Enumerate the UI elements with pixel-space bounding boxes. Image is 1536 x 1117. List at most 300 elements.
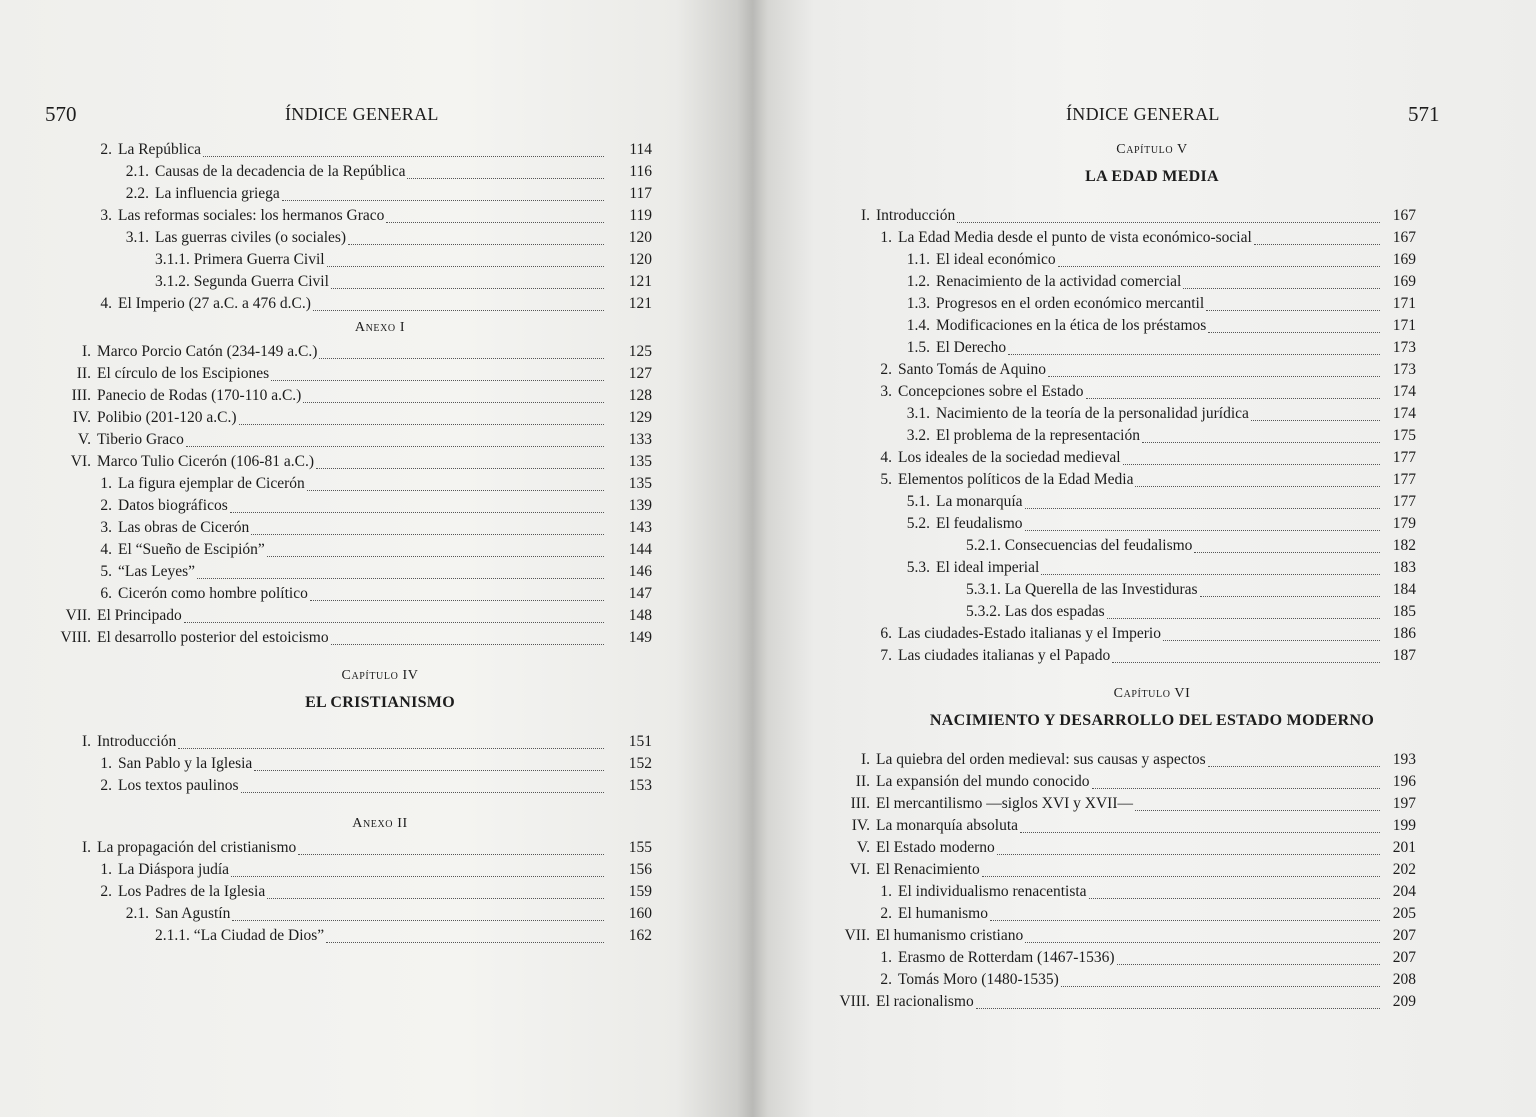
entry-page: 119 <box>629 207 652 224</box>
toc-entry <box>0 753 760 775</box>
entry-text: Progresos en el orden económico mercantil <box>936 295 1205 312</box>
entry-page: 171 <box>1392 295 1416 312</box>
toc-entry <box>768 645 1536 667</box>
chapter-title: NACIMIENTO Y DESARROLLO DEL ESTADO MODERNO <box>929 712 1375 729</box>
entry-text: Renacimiento de la actividad comercial <box>936 273 1182 290</box>
entry-text: Los ideales de la sociedad medieval <box>898 449 1121 466</box>
toc-entry <box>768 881 1536 903</box>
entry-page: 144 <box>628 541 652 558</box>
dot-leader <box>1251 420 1380 421</box>
entry-number: II. <box>855 773 870 790</box>
entry-number: 3.1. <box>906 405 930 422</box>
dot-leader <box>1208 766 1380 767</box>
entry-number: 1.5. <box>906 339 930 356</box>
dot-leader <box>298 854 604 855</box>
entry-text: El círculo de los Escipiones <box>97 365 270 382</box>
toc-entry <box>0 561 760 583</box>
entry-number: VIII. <box>60 629 91 646</box>
toc-entry <box>768 925 1536 947</box>
spacer <box>768 735 1536 749</box>
entry-title <box>97 407 604 429</box>
entry-title <box>936 315 1380 337</box>
entry-number: 7. <box>880 647 892 664</box>
entry-text: Las ciudades-Estado italianas y el Imperio <box>898 625 1161 642</box>
entry-title <box>118 205 604 227</box>
toc-entry <box>0 473 760 495</box>
entry-number: 4. <box>100 295 112 312</box>
entry-number: 2. <box>100 497 112 514</box>
toc-entry <box>768 749 1536 771</box>
entry-text: La Diáspora judía <box>118 861 230 878</box>
entry-title <box>118 561 604 583</box>
dot-leader <box>241 792 604 793</box>
entry-page: 175 <box>1392 427 1416 444</box>
entry-number: 5. <box>100 563 112 580</box>
toc-entry <box>768 513 1536 535</box>
toc-entry <box>768 447 1536 469</box>
entry-title <box>876 925 1380 947</box>
entry-title <box>936 293 1380 315</box>
entry-number: 2. <box>880 361 892 378</box>
entry-number: IV. <box>851 817 870 834</box>
entry-title <box>118 495 604 517</box>
entry-number: 3.1. <box>125 229 149 246</box>
entry-page: 174 <box>1392 405 1416 422</box>
toc-entry <box>0 859 760 881</box>
table-of-contents <box>768 137 1536 1013</box>
entry-number: 2.2. <box>125 185 149 202</box>
entry-page: 201 <box>1392 839 1416 856</box>
dot-leader <box>232 920 604 921</box>
entry-number: III. <box>71 387 91 404</box>
entry-title <box>118 859 604 881</box>
entry-text: La República <box>118 141 202 158</box>
dot-leader <box>1183 288 1380 289</box>
entry-title <box>898 359 1380 381</box>
spacer <box>768 667 1536 681</box>
entry-text: La influencia griega <box>155 185 280 202</box>
toc-entry <box>0 881 760 903</box>
entry-number: 2.1. <box>125 905 149 922</box>
spacer <box>0 649 760 663</box>
entry-number: 1.3. <box>906 295 930 312</box>
entry-number: 2.1. <box>125 163 149 180</box>
entry-text: El “Sueño de Escipión” <box>118 541 265 558</box>
toc-entry <box>768 601 1536 623</box>
entry-number: 1. <box>100 755 112 772</box>
entry-number: II. <box>76 365 91 382</box>
entry-page: 207 <box>1392 927 1416 944</box>
entry-number: 3. <box>880 383 892 400</box>
toc-entry <box>0 583 760 605</box>
entry-number: 6. <box>100 585 112 602</box>
entry-number: 5.1. <box>906 493 930 510</box>
entry-page: 173 <box>1392 361 1416 378</box>
toc-entry <box>0 385 760 407</box>
entry-title <box>118 293 604 315</box>
entry-page: 185 <box>1392 603 1416 620</box>
entry-title <box>155 227 604 249</box>
entry-page: 183 <box>1392 559 1416 576</box>
entry-number: 3. <box>100 207 112 224</box>
entry-text: El desarrollo posterior del estoicismo <box>97 629 329 646</box>
entry-text: El racionalismo <box>876 993 974 1010</box>
toc-entry <box>0 249 760 271</box>
entry-page: 167 <box>1392 207 1416 224</box>
entry-title <box>966 601 1380 623</box>
dot-leader <box>1135 810 1380 811</box>
entry-text: La Edad Media desde el punto de vista económico-social <box>898 229 1252 246</box>
entry-page: 129 <box>628 409 652 426</box>
entry-title <box>936 425 1380 447</box>
entry-title <box>936 557 1380 579</box>
entry-number: 2. <box>100 883 112 900</box>
entry-number: 1.1. <box>906 251 930 268</box>
dot-leader <box>1048 376 1380 377</box>
entry-title <box>898 623 1380 645</box>
left-page <box>0 0 760 1117</box>
entry-title <box>876 991 1380 1013</box>
entry-text: El mercantilismo —siglos XVI y XVII— <box>876 795 1134 812</box>
running-head: ÍNDICE GENERAL <box>1066 104 1220 124</box>
toc-entry <box>0 293 760 315</box>
toc-entry <box>0 341 760 363</box>
toc-entry <box>0 731 760 753</box>
toc-entry <box>0 407 760 429</box>
dot-leader <box>1025 530 1380 531</box>
toc-entry <box>768 793 1536 815</box>
entry-page: 174 <box>1392 383 1416 400</box>
entry-page: 169 <box>1392 273 1416 290</box>
entry-title <box>155 161 604 183</box>
entry-number: 5.2. <box>906 515 930 532</box>
entry-number: VI. <box>70 453 91 470</box>
entry-page: 184 <box>1392 581 1416 598</box>
running-head: ÍNDICE GENERAL <box>285 104 439 124</box>
entry-page: 179 <box>1392 515 1416 532</box>
entry-title <box>898 881 1380 903</box>
dot-leader <box>327 266 604 267</box>
entry-number: 4. <box>880 449 892 466</box>
entry-page: 125 <box>628 343 652 360</box>
entry-title <box>936 491 1380 513</box>
entry-text: El Derecho <box>936 339 1007 356</box>
entry-number: 1. <box>100 475 112 492</box>
toc-entry <box>0 539 760 561</box>
entry-text: Marco Tulio Cicerón (106-81 a.C.) <box>97 453 314 470</box>
toc-entry <box>768 425 1536 447</box>
dot-leader <box>348 244 604 245</box>
entry-title <box>898 969 1380 991</box>
toc-entry <box>768 293 1536 315</box>
dot-leader <box>957 222 1380 223</box>
dot-leader <box>231 876 604 877</box>
toc-entry <box>0 183 760 205</box>
entry-page: 204 <box>1392 883 1416 900</box>
entry-title <box>898 227 1380 249</box>
entry-text: El problema de la representación <box>936 427 1140 444</box>
entry-page: 209 <box>1392 993 1416 1010</box>
entry-text: 5.3.1. La Querella de las Investiduras <box>966 581 1198 598</box>
entry-text: La monarquía <box>936 493 1023 510</box>
entry-page: 135 <box>628 475 652 492</box>
entry-text: Elementos políticos de la Edad Media <box>898 471 1134 488</box>
entry-page: 149 <box>628 629 652 646</box>
entry-page: 121 <box>628 273 652 290</box>
dot-leader <box>230 512 604 513</box>
dot-leader <box>1058 266 1380 267</box>
entry-page: 177 <box>1392 471 1416 488</box>
entry-text: Introducción <box>876 207 956 224</box>
entry-text: La expansión del mundo conocido <box>876 773 1090 790</box>
entry-text: Las reformas sociales: los hermanos Graco <box>118 207 385 224</box>
dot-leader <box>1254 244 1380 245</box>
page-number: 571 <box>1408 102 1440 126</box>
entry-title <box>97 385 604 407</box>
entry-page: 121 <box>628 295 652 312</box>
entry-page: 173 <box>1392 339 1416 356</box>
dot-leader <box>331 644 604 645</box>
table-of-contents <box>0 139 760 947</box>
entry-page: 177 <box>1392 449 1416 466</box>
toc-entry <box>768 381 1536 403</box>
chapter-title: EL CRISTIANISMO <box>305 694 455 711</box>
entry-title <box>936 403 1380 425</box>
dot-leader <box>1025 508 1380 509</box>
entry-text: Nacimiento de la teoría de la personalidad jurídica <box>936 405 1249 422</box>
entry-page: 135 <box>628 453 652 470</box>
entry-text: 5.2.1. Consecuencias del feudalismo <box>966 537 1193 554</box>
entry-text: Las guerras civiles (o sociales) <box>155 229 347 246</box>
dot-leader <box>326 942 604 943</box>
entry-text: Tiberio Graco <box>97 431 184 448</box>
entry-text: El ideal económico <box>936 251 1056 268</box>
entry-page: 197 <box>1392 795 1416 812</box>
entry-title <box>97 837 604 859</box>
toc-entry <box>768 535 1536 557</box>
entry-title <box>155 183 604 205</box>
entry-title <box>876 749 1380 771</box>
entry-text: Concepciones sobre el Estado <box>898 383 1084 400</box>
entry-number: 6. <box>880 625 892 642</box>
entry-text: San Agustín <box>155 905 231 922</box>
dot-leader <box>386 222 604 223</box>
entry-page: 153 <box>628 777 652 794</box>
entry-page: 148 <box>628 607 652 624</box>
entry-page: 146 <box>628 563 652 580</box>
entry-title <box>118 517 604 539</box>
entry-title <box>97 605 604 627</box>
entry-text: El feudalismo <box>936 515 1023 532</box>
dot-leader <box>186 446 604 447</box>
entry-page: 147 <box>628 585 652 602</box>
dot-leader <box>1086 398 1380 399</box>
toc-entry <box>0 925 760 947</box>
entry-text: Datos biográficos <box>118 497 228 514</box>
entry-title <box>876 793 1380 815</box>
entry-number: 5.3. <box>906 559 930 576</box>
right-page <box>768 0 1536 1117</box>
dot-leader <box>282 200 604 201</box>
dot-leader <box>1092 788 1380 789</box>
entry-text: Los Padres de la Iglesia <box>118 883 266 900</box>
entry-title <box>118 753 604 775</box>
entry-text: Erasmo de Rotterdam (1467-1536) <box>898 949 1115 966</box>
entry-page: 156 <box>628 861 652 878</box>
entry-page: 182 <box>1392 537 1416 554</box>
entry-text: Las ciudades italianas y el Papado <box>898 647 1111 664</box>
toc-entry <box>768 837 1536 859</box>
spacer <box>768 191 1536 205</box>
entry-number: I. <box>81 733 91 750</box>
entry-title <box>876 815 1380 837</box>
toc-entry <box>768 947 1536 969</box>
entry-page: 114 <box>629 141 652 158</box>
toc-entry <box>0 495 760 517</box>
toc-entry <box>0 363 760 385</box>
entry-page: 202 <box>1392 861 1416 878</box>
dot-leader <box>997 854 1380 855</box>
entry-page: 208 <box>1392 971 1416 988</box>
entry-page: 160 <box>628 905 652 922</box>
toc-entry <box>768 579 1536 601</box>
toc-entry <box>768 859 1536 881</box>
dot-leader <box>313 310 604 311</box>
entry-text: Panecio de Rodas (170-110 a.C.) <box>97 387 302 404</box>
entry-number: 2. <box>880 905 892 922</box>
entry-page: 159 <box>628 883 652 900</box>
entry-text: 5.3.2. Las dos espadas <box>966 603 1105 620</box>
entry-text: La figura ejemplar de Cicerón <box>118 475 305 492</box>
dot-leader <box>271 380 604 381</box>
entry-number: 1.4. <box>906 317 930 334</box>
entry-title <box>876 771 1380 793</box>
toc-entry <box>768 771 1536 793</box>
entry-title <box>966 579 1380 601</box>
dot-leader <box>990 920 1380 921</box>
entry-title <box>155 271 604 293</box>
entry-title <box>118 473 604 495</box>
entry-page: 205 <box>1392 905 1416 922</box>
dot-leader <box>407 178 604 179</box>
entry-text: El ideal imperial <box>936 559 1040 576</box>
entry-text: San Pablo y la Iglesia <box>118 755 253 772</box>
entry-number: 1. <box>880 229 892 246</box>
entry-number: 1.2. <box>906 273 930 290</box>
entry-number: IV. <box>72 409 91 426</box>
dot-leader <box>1112 662 1380 663</box>
dot-leader <box>1041 574 1380 575</box>
dot-leader <box>251 534 604 535</box>
entry-number: I. <box>81 839 91 856</box>
entry-title <box>898 903 1380 925</box>
entry-title <box>936 249 1380 271</box>
entry-page: 139 <box>628 497 652 514</box>
toc-entry <box>0 271 760 293</box>
entry-text: La quiebra del orden medieval: sus causas y aspectos <box>876 751 1206 768</box>
dot-leader <box>1194 552 1380 553</box>
toc-entry <box>0 627 760 649</box>
dot-leader <box>184 622 604 623</box>
toc-entry <box>0 227 760 249</box>
entry-title <box>898 381 1380 403</box>
entry-page: 171 <box>1392 317 1416 334</box>
dot-leader <box>239 424 605 425</box>
toc-entry <box>768 359 1536 381</box>
dot-leader <box>1025 942 1380 943</box>
toc-entry <box>768 969 1536 991</box>
entry-page: 116 <box>629 163 652 180</box>
entry-text: El individualismo renacentista <box>898 883 1087 900</box>
entry-number: 2. <box>100 777 112 794</box>
entry-title <box>966 535 1380 557</box>
entry-page: 133 <box>628 431 652 448</box>
toc-entry <box>0 837 760 859</box>
dot-leader <box>303 402 604 403</box>
entry-number: 1. <box>880 883 892 900</box>
toc-entry <box>768 815 1536 837</box>
dot-leader <box>307 490 604 491</box>
entry-text: El Imperio (27 a.C. a 476 d.C.) <box>118 295 311 312</box>
entry-title <box>876 837 1380 859</box>
toc-entry <box>0 605 760 627</box>
entry-number: VII. <box>844 927 870 944</box>
entry-title <box>936 271 1380 293</box>
dot-leader <box>1117 964 1380 965</box>
dot-leader <box>1020 832 1380 833</box>
entry-page: 167 <box>1392 229 1416 246</box>
dot-leader <box>1107 618 1380 619</box>
toc-entry <box>768 337 1536 359</box>
entry-text: El Renacimiento <box>876 861 980 878</box>
entry-number: V. <box>856 839 870 856</box>
section-label: Capítulo IV <box>341 668 419 683</box>
entry-number: 1. <box>100 861 112 878</box>
dot-leader <box>267 556 604 557</box>
entry-number: VIII. <box>839 993 870 1010</box>
entry-title <box>876 205 1380 227</box>
dot-leader <box>1200 596 1380 597</box>
entry-page: 143 <box>628 519 652 536</box>
toc-entry <box>768 991 1536 1013</box>
entry-title <box>97 429 604 451</box>
dot-leader <box>203 156 604 157</box>
entry-title <box>97 363 604 385</box>
entry-text: Marco Porcio Catón (234-149 a.C.) <box>97 343 318 360</box>
entry-page: 127 <box>628 365 652 382</box>
dot-leader <box>1208 332 1380 333</box>
entry-title <box>936 513 1380 535</box>
entry-text: 3.1.1. Primera Guerra Civil <box>155 251 325 268</box>
entry-number: VI. <box>849 861 870 878</box>
entry-number: 3.2. <box>906 427 930 444</box>
entry-number: 4. <box>100 541 112 558</box>
toc-entry <box>768 903 1536 925</box>
entry-page: 117 <box>629 185 652 202</box>
entry-number: 3. <box>100 519 112 536</box>
entry-page: 196 <box>1392 773 1416 790</box>
entry-text: Tomás Moro (1480-1535) <box>898 971 1059 988</box>
entry-text: Polibio (201-120 a.C.) <box>97 409 237 426</box>
entry-text: El humanismo <box>898 905 988 922</box>
toc-entry <box>0 429 760 451</box>
entry-title <box>118 881 604 903</box>
entry-text: Cicerón como hombre político <box>118 585 308 602</box>
entry-page: 186 <box>1392 625 1416 642</box>
entry-title <box>118 583 604 605</box>
dot-leader <box>1123 464 1380 465</box>
entry-page: 177 <box>1392 493 1416 510</box>
